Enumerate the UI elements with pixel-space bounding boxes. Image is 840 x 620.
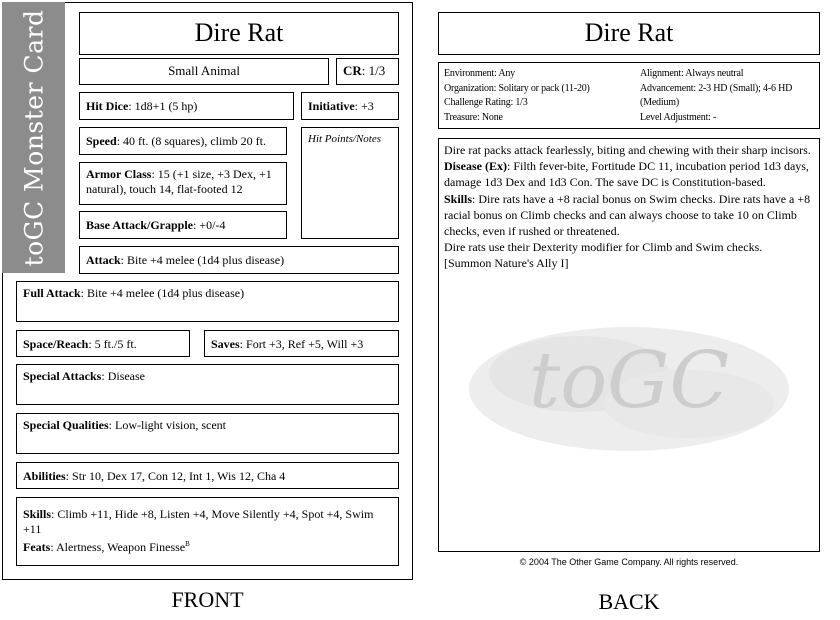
back-monster-name: Dire Rat xyxy=(438,12,820,55)
monster-info xyxy=(438,62,820,129)
front-monster-name: Dire Rat xyxy=(79,12,399,55)
challenge-rating: CR: 1/3 xyxy=(336,58,399,85)
skills-paragraph: Skills: Dire rats have a +8 racial bonus on Swim checks. Dire rats have a +8 racial bonus on Climb checks and can always choose to take 10 on Climb checks, even if rushed or threatened. xyxy=(444,191,811,239)
space-reach: Space/Reach: 5 ft./5 ft. xyxy=(16,330,190,357)
speed: Speed: 40 ft. (8 squares), climb 20 ft. xyxy=(79,127,287,155)
side-band xyxy=(2,2,65,273)
full-attack: Full Attack: Bite +4 melee (1d4 plus disease) xyxy=(16,281,399,322)
summon-note: [Summon Nature's Ally I] xyxy=(444,256,569,271)
dex-note: Dire rats use their Dexterity modifier for Climb and Swim checks. xyxy=(444,240,763,255)
organization: Organization: Solitary or pack (11-20) xyxy=(444,82,590,94)
base-attack-grapple: Base Attack/Grapple: +0/-4 xyxy=(79,211,287,239)
alignment: Alignment: Always neutral xyxy=(640,68,744,79)
creature-type: Small Animal xyxy=(79,58,329,85)
attack: Attack: Bite +4 melee (1d4 plus disease) xyxy=(79,246,399,274)
special-attacks: Special Attacks: Disease xyxy=(16,364,399,405)
environment: Environment: Any xyxy=(444,68,515,79)
side-band-text: toGC Monster Card xyxy=(19,9,48,266)
togc-watermark-logo xyxy=(439,299,819,479)
advancement: Advancement: 2-3 HD (Small); 4-6 HD (Medium) xyxy=(640,82,793,108)
level-adjustment: Level Adjustment: - xyxy=(640,111,717,123)
initiative: Initiative: +3 xyxy=(301,92,399,120)
intro-text: Dire rat packs attack fearlessly, biting and chewing with their sharp incisors. xyxy=(444,143,811,157)
treasure: Treasure: None xyxy=(444,111,503,123)
back-caption: BACK xyxy=(598,589,660,614)
saves: Saves: Fort +3, Ref +5, Will +3 xyxy=(204,330,399,357)
armor-class: Armor Class: 15 (+1 size, +3 Dex, +1 natural), touch 14, flat-footed 12 xyxy=(79,162,287,205)
challenge-rating-info: Challenge Rating: 1/3 xyxy=(444,97,528,108)
description-box xyxy=(438,138,820,552)
feats: Feats: Alertness, Weapon Finesse$^B$ xyxy=(23,540,190,554)
special-qualities: Special Qualities: Low-light vision, scent xyxy=(16,413,399,454)
skills: Skills: Climb +11, Hide +8, Listen +4, Move Silently +4, Spot +4, Swim +11 xyxy=(23,507,374,536)
hit-dice: Hit Dice: 1d8+1 (5 hp) xyxy=(79,92,294,120)
skills-feats xyxy=(16,497,399,566)
abilities: Abilities: Str 10, Dex 17, Con 12, Int 1, Wis 12, Cha 4 xyxy=(16,462,399,489)
svg-text:toGC: toGC xyxy=(528,336,730,426)
hit-points-notes[interactable]: Hit Points/Notes xyxy=(301,127,399,239)
copyright: © 2004 The Other Game Company. All rights reserved. xyxy=(519,557,739,567)
front-caption: FRONT xyxy=(171,587,244,612)
disease-paragraph: Disease (Ex): Filth fever-bite, Fortitude DC 11, incubation period 1d3 days, damage 1d3 Dex and 1d3 Con. The save DC is Constitution-based. xyxy=(444,159,809,190)
